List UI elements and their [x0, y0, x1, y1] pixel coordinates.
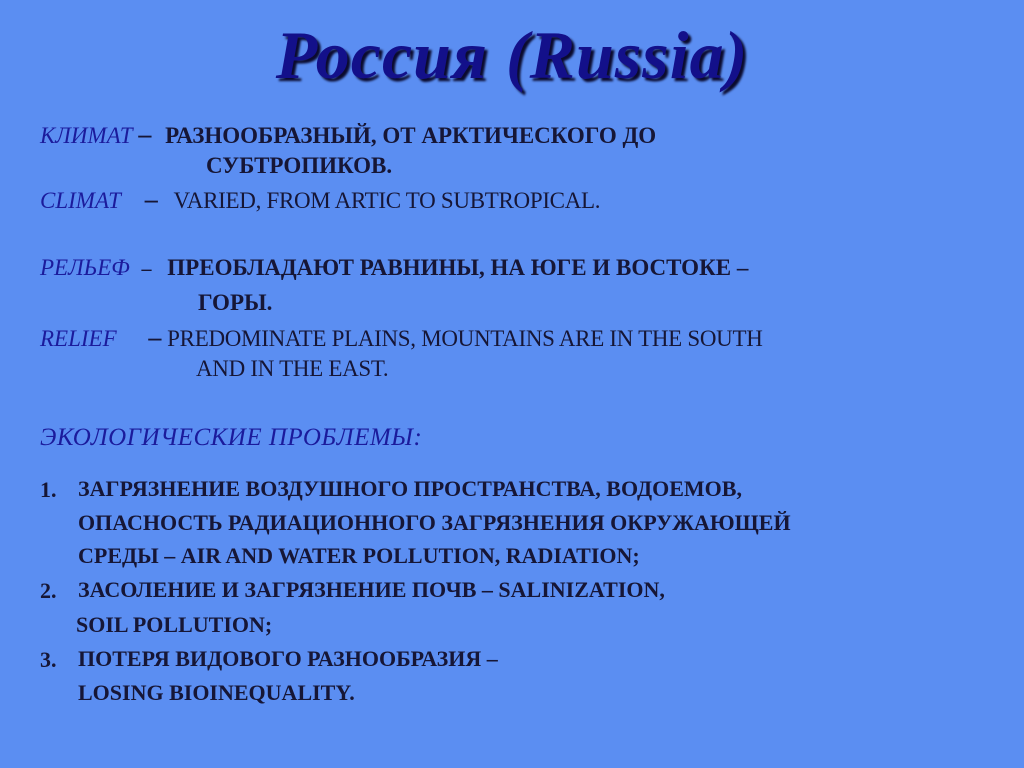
climate-ru-line: [40, 120, 656, 150]
climate-en-term: CLIMAT: [40, 188, 121, 213]
climate-en-line: [40, 185, 600, 215]
eco-item-3-line-1: ПОТЕРЯ ВИДОВОГО РАЗНООБРАЗИЯ –: [78, 646, 498, 671]
climate-ru-dash: –: [138, 120, 152, 149]
eco-item-1-line-3: СРЕДЫ – AIR AND WATER POLLUTION, RADIATION;: [78, 543, 640, 568]
climate-en-dash: –: [144, 185, 158, 214]
climate-ru-text-2: СУБТРОПИКОВ.: [206, 153, 393, 178]
relief-en-text-2: AND IN THE EAST.: [196, 356, 389, 381]
relief-ru-line: [40, 255, 748, 281]
relief-ru-text-1: ПРЕОБЛАДАЮТ РАВНИНЫ, НА ЮГЕ И ВОСТОКЕ –: [167, 255, 749, 280]
relief-ru-text-2: ГОРЫ.: [198, 290, 273, 315]
climate-ru-term: КЛИМАТ: [40, 123, 133, 148]
eco-item-3-number: 3.: [40, 647, 57, 672]
relief-ru-term: РЕЛЬЕФ: [40, 255, 130, 280]
relief-en-line: [40, 323, 763, 353]
relief-ru-dash: –: [141, 258, 152, 280]
climate-ru-text-1: РАЗНООБРАЗНЫЙ, ОТ АРКТИЧЕСКОГО ДО: [165, 123, 657, 148]
eco-heading: ЭКОЛОГИЧЕСКИЕ ПРОБЛЕМЫ:: [40, 424, 423, 451]
eco-item-3-line-2: LOSING BIOINEQUALITY.: [78, 680, 355, 705]
eco-item-2-number: 2.: [40, 578, 57, 603]
eco-item-1-line-2: ОПАСНОСТЬ РАДИАЦИОННОГО ЗАГРЯЗНЕНИЯ ОКРУЖАЮЩЕЙ: [78, 510, 791, 535]
eco-item-2-line-2: SOIL POLLUTION;: [76, 612, 273, 637]
relief-en-term: RELIEF: [40, 326, 117, 351]
climate-en-text: VARIED, FROM ARTIC TO SUBTROPICAL.: [173, 188, 601, 213]
eco-item-2-line-1: ЗАСОЛЕНИЕ И ЗАГРЯЗНЕНИЕ ПОЧВ – SALINIZATION,: [78, 577, 665, 602]
eco-item-1-line-1: ЗАГРЯЗНЕНИЕ ВОЗДУШНОГО ПРОСТРАНСТВА, ВОДОЕМОВ,: [78, 476, 742, 501]
slide-title: Россия (Russia): [275, 17, 749, 93]
relief-en-text-1: PREDOMINATE PLAINS, MOUNTAINS ARE IN THE SOUTH: [167, 326, 763, 351]
relief-en-dash: –: [148, 323, 162, 352]
eco-item-1-number: 1.: [40, 477, 57, 502]
